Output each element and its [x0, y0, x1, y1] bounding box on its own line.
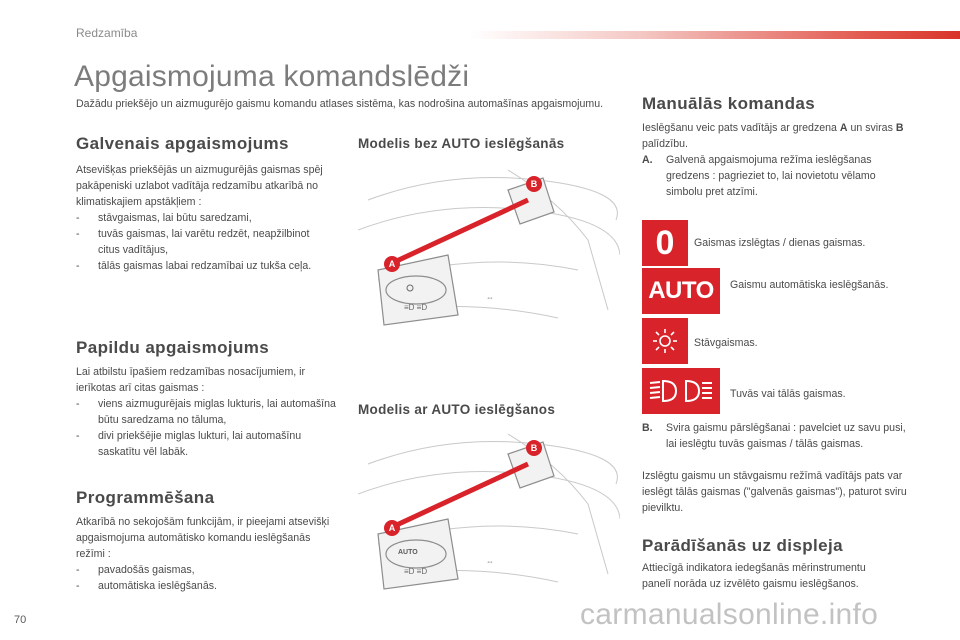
manual-intro-a: A [839, 122, 848, 134]
page-number: 70 [14, 614, 27, 626]
stalk-drawing [358, 160, 620, 330]
auto-icon: AUTO [642, 268, 720, 314]
programming-list [76, 562, 338, 594]
list-item: - divi priekšējie miglas lukturi, lai automašīnu saskatītu vēl labāk. [76, 428, 342, 460]
chapter-label: Redzamība [76, 26, 138, 40]
item-key: A. [642, 154, 653, 166]
list-item: - stāvgaismas, lai būtu saredzami, [76, 210, 326, 226]
icon-label: Gaismas izslēgtas / dienas gaismas. [694, 237, 866, 249]
item-text: Svira gaismu pārslēgšanai : pavelciet uz savu pusi, lai ieslēgtu tuvās gaismas / tālās gaismas. [666, 422, 906, 450]
svg-text:≡D ≡D: ≡D ≡D [404, 567, 428, 576]
headlight-icon [642, 368, 720, 414]
heading-model-no-auto: Modelis bez AUTO ieslēgšanās [358, 136, 565, 151]
header-accent-line [470, 31, 960, 39]
manual-intro [642, 120, 912, 152]
programming-body [76, 514, 338, 594]
callout-a: A [384, 520, 400, 536]
main-lighting-text: Atsevišķas priekšējās un aizmugurējās gaismas spēj pakāpeniski uzlabot vadītāja redzamību atkarībā no klimatiskajiem apstākļiem : [76, 164, 323, 208]
intro-text: Dažādu priekšējo un aizmugurējo gaismu komandu atlases sistēma, kas nodrošina automašīnas apgaismojumu. [76, 98, 604, 110]
icon-label: Tuvās vai tālās gaismas. [730, 388, 846, 400]
main-lighting-list [76, 210, 326, 274]
list-item: - tālās gaismas labai redzamībai uz tukša ceļa. [76, 258, 326, 274]
list-item: - pavadošās gaismas, [76, 562, 338, 578]
manual-intro-pre: Ieslēgšanu veic pats vadītājs ar gredzena [642, 122, 840, 134]
icon-label: Stāvgaismas. [694, 337, 758, 349]
main-lighting-body [76, 162, 326, 274]
extra-lighting-body [76, 364, 342, 460]
parking-light-icon [642, 318, 688, 364]
programming-text: Atkarībā no sekojošām funkcijām, ir pieejami atsevišķi apgaismojuma automātisko komandu ieslēgšanās režīmi : [76, 516, 330, 560]
manual-item-a [642, 152, 912, 200]
heading-programming: Programmēšana [76, 488, 215, 507]
stalk-auto-text: AUTO [398, 549, 418, 556]
extra-lighting-list [76, 396, 342, 460]
callout-b: B [526, 440, 542, 456]
watermark: carmanualsonline.info [580, 598, 879, 631]
heading-extra-lighting: Papildu apgaismojums [76, 338, 270, 357]
heading-display: Parādīšanās uz displeja [642, 536, 844, 555]
list-item: - automātiska ieslēgšanās. [76, 578, 338, 594]
manual-intro-mid: un sviras [847, 122, 896, 134]
callout-a: A [384, 256, 400, 272]
list-item: - tuvās gaismas, lai varētu redzēt, neapžilbinot citus vadītājus, [76, 226, 326, 258]
heading-model-auto: Modelis ar AUTO ieslēgšanos [358, 402, 556, 417]
icon-label: Gaismu automātiska ieslēgšanās. [730, 279, 889, 291]
list-item: - viens aizmugurējais miglas lukturis, lai automašīna būtu saredzama no tāluma, [76, 396, 342, 428]
callout-b: B [526, 176, 542, 192]
stalk-illustration-no-auto [358, 160, 620, 330]
stalk-illustration-auto [358, 424, 620, 594]
manual-intro-b: B [895, 122, 904, 134]
stalk-drawing [358, 424, 620, 594]
manual-item-b [642, 420, 912, 452]
svg-text:≡D ≡D: ≡D ≡D [404, 303, 428, 312]
item-text: Galvenā apgaismojuma režīma ieslēgšanas gredzens : pagrieziet to, lai novietotu vēlamo simbolu pret atzīmi. [666, 154, 876, 198]
extra-lighting-text: Lai atbilstu īpašiem redzamības nosacījumiem, ir ierīkotas arī citas gaismas : [76, 366, 306, 394]
heading-manual: Manuālās komandas [642, 94, 816, 113]
item-key: B. [642, 422, 653, 434]
heading-main-lighting: Galvenais apgaismojums [76, 134, 289, 153]
manual-outro: Izslēgtu gaismu un stāvgaismu režīmā vadītājs pats var ieslēgt tālās gaismas ("galvenās gaismas"), paturot sviru pievilktu. [642, 470, 907, 514]
svg-text:⇔: ⇔ [486, 557, 494, 566]
manual-intro-post: palīdzību. [642, 138, 688, 150]
zero-icon: 0 [642, 220, 688, 266]
page-title: Apgaismojuma komandslēdži [74, 60, 470, 93]
display-text: Attiecīgā indikatora iedegšanās mērinstrumentu panelī norāda uz izvēlēto gaismu ieslēgšanos. [642, 562, 866, 590]
svg-text:⇔: ⇔ [486, 293, 494, 302]
